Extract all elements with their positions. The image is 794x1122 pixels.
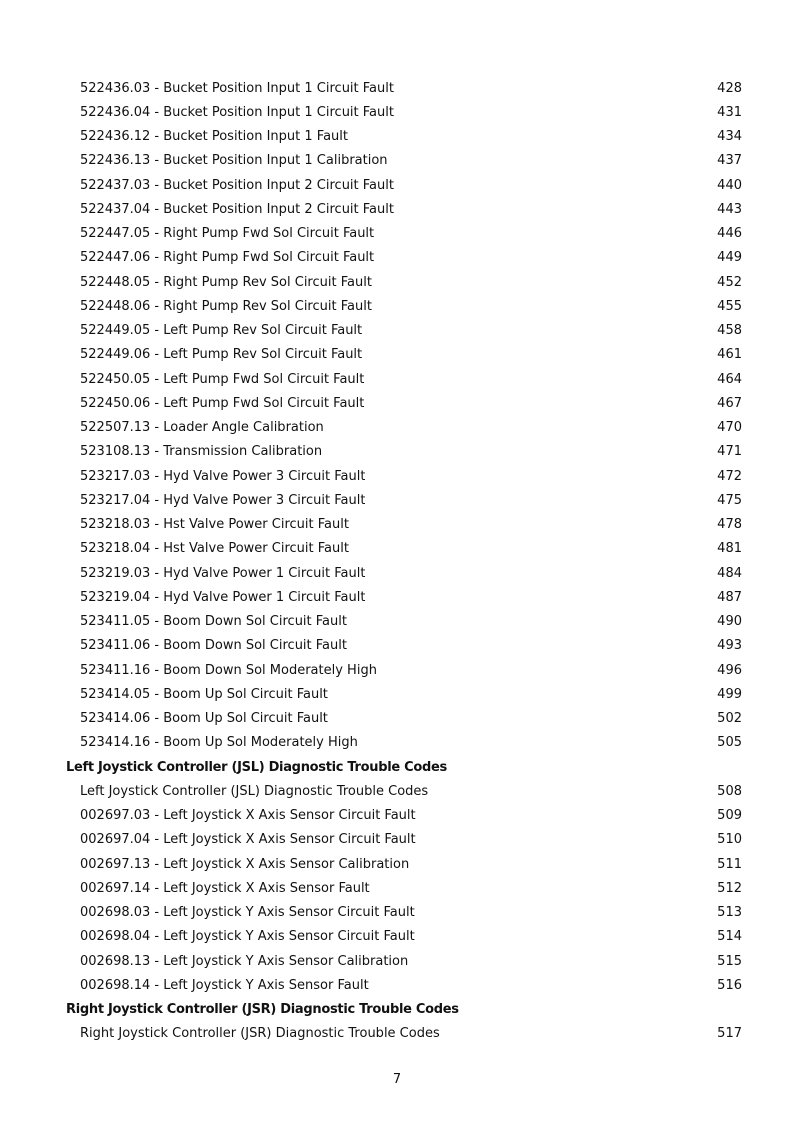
toc-entry[interactable]	[66, 973, 742, 997]
toc-entry[interactable]	[66, 779, 742, 803]
toc-entry-page: 467	[717, 395, 742, 411]
toc-entry-title: 002697.04 - Left Joystick X Axis Sensor Circuit Fault	[80, 832, 416, 848]
toc-entry[interactable]	[66, 440, 742, 464]
toc-section-heading	[66, 998, 742, 1022]
toc-entry-title: 522436.12 - Bucket Position Input 1 Fault	[80, 129, 348, 145]
toc-entry-page: 516	[717, 977, 742, 993]
toc-entry-title: 522450.06 - Left Pump Fwd Sol Circuit Fault	[80, 395, 365, 411]
toc-entry-page: 499	[717, 686, 742, 702]
toc-entry-title: 522436.03 - Bucket Position Input 1 Circuit Fault	[80, 80, 394, 96]
toc-entry[interactable]	[66, 707, 742, 731]
toc-entry-title: 002698.13 - Left Joystick Y Axis Sensor Calibration	[80, 953, 409, 969]
toc-entry-page: 461	[717, 347, 742, 363]
toc-entry[interactable]	[66, 270, 742, 294]
toc-entry-title: 523218.04 - Hst Valve Power Circuit Fault	[80, 541, 349, 557]
toc-entry-title: 522449.06 - Left Pump Rev Sol Circuit Fault	[80, 347, 363, 363]
toc-entry[interactable]	[66, 76, 742, 100]
toc-entry[interactable]	[66, 464, 742, 488]
toc-entry-page: 478	[717, 517, 742, 533]
toc-entry-page: 472	[717, 468, 742, 484]
toc-entry-page: 431	[717, 104, 742, 120]
toc-entry-title: 522436.13 - Bucket Position Input 1 Calibration	[80, 153, 388, 169]
toc-entry-title: 523411.06 - Boom Down Sol Circuit Fault	[80, 638, 347, 654]
toc-entry[interactable]	[66, 804, 742, 828]
toc-entry-title: 523411.05 - Boom Down Sol Circuit Fault	[80, 614, 347, 630]
toc-entry-title: 002698.14 - Left Joystick Y Axis Sensor Fault	[80, 977, 369, 993]
toc-entry-title: 522447.05 - Right Pump Fwd Sol Circuit Fault	[80, 226, 375, 242]
toc-entry[interactable]	[66, 513, 742, 537]
toc-entry[interactable]	[66, 682, 742, 706]
toc-entry-title: 002698.04 - Left Joystick Y Axis Sensor Circuit Fault	[80, 929, 415, 945]
toc-entry-page: 513	[717, 905, 742, 921]
toc-entry-page: 440	[717, 177, 742, 193]
toc-entry[interactable]	[66, 488, 742, 512]
toc-entry[interactable]	[66, 343, 742, 367]
toc-entry-page: 502	[717, 711, 742, 727]
toc-entry[interactable]	[66, 561, 742, 585]
toc-entry[interactable]	[66, 925, 742, 949]
toc-entry[interactable]	[66, 537, 742, 561]
toc-entry-page: 437	[717, 153, 742, 169]
toc-entry-page: 508	[717, 783, 742, 799]
toc-entry[interactable]	[66, 294, 742, 318]
toc-entry-title: 522436.04 - Bucket Position Input 1 Circuit Fault	[80, 104, 394, 120]
toc-entry-title: 522437.03 - Bucket Position Input 2 Circuit Fault	[80, 177, 394, 193]
toc-entry-page: 511	[717, 856, 742, 872]
toc-section-heading	[66, 755, 742, 779]
toc-entry-title: 002698.03 - Left Joystick Y Axis Sensor Circuit Fault	[80, 905, 415, 921]
toc-entry[interactable]	[66, 876, 742, 900]
toc-entry-page: 496	[717, 662, 742, 678]
toc-entry-title: 522507.13 - Loader Angle Calibration	[80, 420, 324, 436]
toc-entry[interactable]	[66, 828, 742, 852]
toc-entry[interactable]	[66, 634, 742, 658]
toc-entry-page: 443	[717, 201, 742, 217]
toc-entry[interactable]	[66, 149, 742, 173]
toc-entry-page: 455	[717, 298, 742, 314]
toc-entry-title: Left Joystick Controller (JSL) Diagnostic Trouble Codes	[66, 759, 447, 775]
toc-entry-page: 505	[717, 735, 742, 751]
toc-entry-page: 471	[717, 444, 742, 460]
toc-entry[interactable]	[66, 416, 742, 440]
toc-entry[interactable]	[66, 852, 742, 876]
toc-entry-title: 523414.16 - Boom Up Sol Moderately High	[80, 735, 358, 751]
toc-entry-page: 493	[717, 638, 742, 654]
toc-entry[interactable]	[66, 610, 742, 634]
toc-entry-page: 515	[717, 953, 742, 969]
toc-entry[interactable]	[66, 319, 742, 343]
toc-entry[interactable]	[66, 1022, 742, 1046]
toc-entry[interactable]	[66, 949, 742, 973]
toc-entry-page: 452	[717, 274, 742, 290]
toc-entry-page: 510	[717, 832, 742, 848]
toc-entry-title: 523414.05 - Boom Up Sol Circuit Fault	[80, 686, 328, 702]
page-number: 7	[392, 1072, 402, 1087]
toc-entry-title: Left Joystick Controller (JSL) Diagnostic Trouble Codes	[80, 783, 429, 799]
toc-entry-page: 514	[717, 929, 742, 945]
toc-entry-title: 523108.13 - Transmission Calibration	[80, 444, 323, 460]
toc-entry-page: 470	[717, 420, 742, 436]
toc-entry[interactable]	[66, 585, 742, 609]
table-of-contents	[66, 76, 742, 1046]
toc-entry-title: Right Joystick Controller (JSR) Diagnostic Trouble Codes	[80, 1026, 440, 1042]
toc-entry-title: 523217.03 - Hyd Valve Power 3 Circuit Fault	[80, 468, 366, 484]
toc-entry-title: 522450.05 - Left Pump Fwd Sol Circuit Fault	[80, 371, 365, 387]
toc-entry-page: 512	[717, 880, 742, 896]
toc-entry-page: 487	[717, 589, 742, 605]
toc-entry[interactable]	[66, 100, 742, 124]
toc-entry-page: 509	[717, 808, 742, 824]
toc-entry[interactable]	[66, 222, 742, 246]
toc-entry-page: 475	[717, 492, 742, 508]
toc-entry[interactable]	[66, 197, 742, 221]
toc-entry-title: 002697.13 - Left Joystick X Axis Sensor Calibration	[80, 856, 410, 872]
toc-entry-page: 490	[717, 614, 742, 630]
toc-entry-title: 522447.06 - Right Pump Fwd Sol Circuit Fault	[80, 250, 375, 266]
toc-entry-page: 449	[717, 250, 742, 266]
toc-entry-page: 446	[717, 226, 742, 242]
toc-entry[interactable]	[66, 901, 742, 925]
toc-entry[interactable]	[66, 246, 742, 270]
toc-entry-title: 523218.03 - Hst Valve Power Circuit Fault	[80, 517, 349, 533]
toc-entry-title: 002697.03 - Left Joystick X Axis Sensor Circuit Fault	[80, 808, 416, 824]
toc-entry-page: 517	[717, 1026, 742, 1042]
toc-entry[interactable]	[66, 173, 742, 197]
toc-entry-title: 522448.06 - Right Pump Rev Sol Circuit Fault	[80, 298, 372, 314]
toc-entry-page: 464	[717, 371, 742, 387]
toc-entry-title: 523219.04 - Hyd Valve Power 1 Circuit Fault	[80, 589, 366, 605]
toc-entry-title: 523411.16 - Boom Down Sol Moderately High	[80, 662, 377, 678]
toc-entry-title: 523219.03 - Hyd Valve Power 1 Circuit Fault	[80, 565, 366, 581]
toc-entry-title: 522448.05 - Right Pump Rev Sol Circuit Fault	[80, 274, 372, 290]
toc-entry[interactable]	[66, 391, 742, 415]
toc-entry[interactable]	[66, 125, 742, 149]
toc-entry-page: 428	[717, 80, 742, 96]
toc-entry-title: 522449.05 - Left Pump Rev Sol Circuit Fault	[80, 323, 363, 339]
toc-entry[interactable]	[66, 367, 742, 391]
toc-entry-page: 434	[717, 129, 742, 145]
toc-entry-title: Right Joystick Controller (JSR) Diagnostic Trouble Codes	[66, 1002, 459, 1018]
toc-entry[interactable]	[66, 731, 742, 755]
toc-entry[interactable]	[66, 658, 742, 682]
toc-entry-page: 458	[717, 323, 742, 339]
toc-entry-page: 481	[717, 541, 742, 557]
toc-entry-title: 522437.04 - Bucket Position Input 2 Circuit Fault	[80, 201, 394, 217]
toc-entry-title: 523217.04 - Hyd Valve Power 3 Circuit Fault	[80, 492, 366, 508]
toc-entry-title: 523414.06 - Boom Up Sol Circuit Fault	[80, 711, 328, 727]
toc-entry-title: 002697.14 - Left Joystick X Axis Sensor Fault	[80, 880, 370, 896]
toc-entry-page: 484	[717, 565, 742, 581]
